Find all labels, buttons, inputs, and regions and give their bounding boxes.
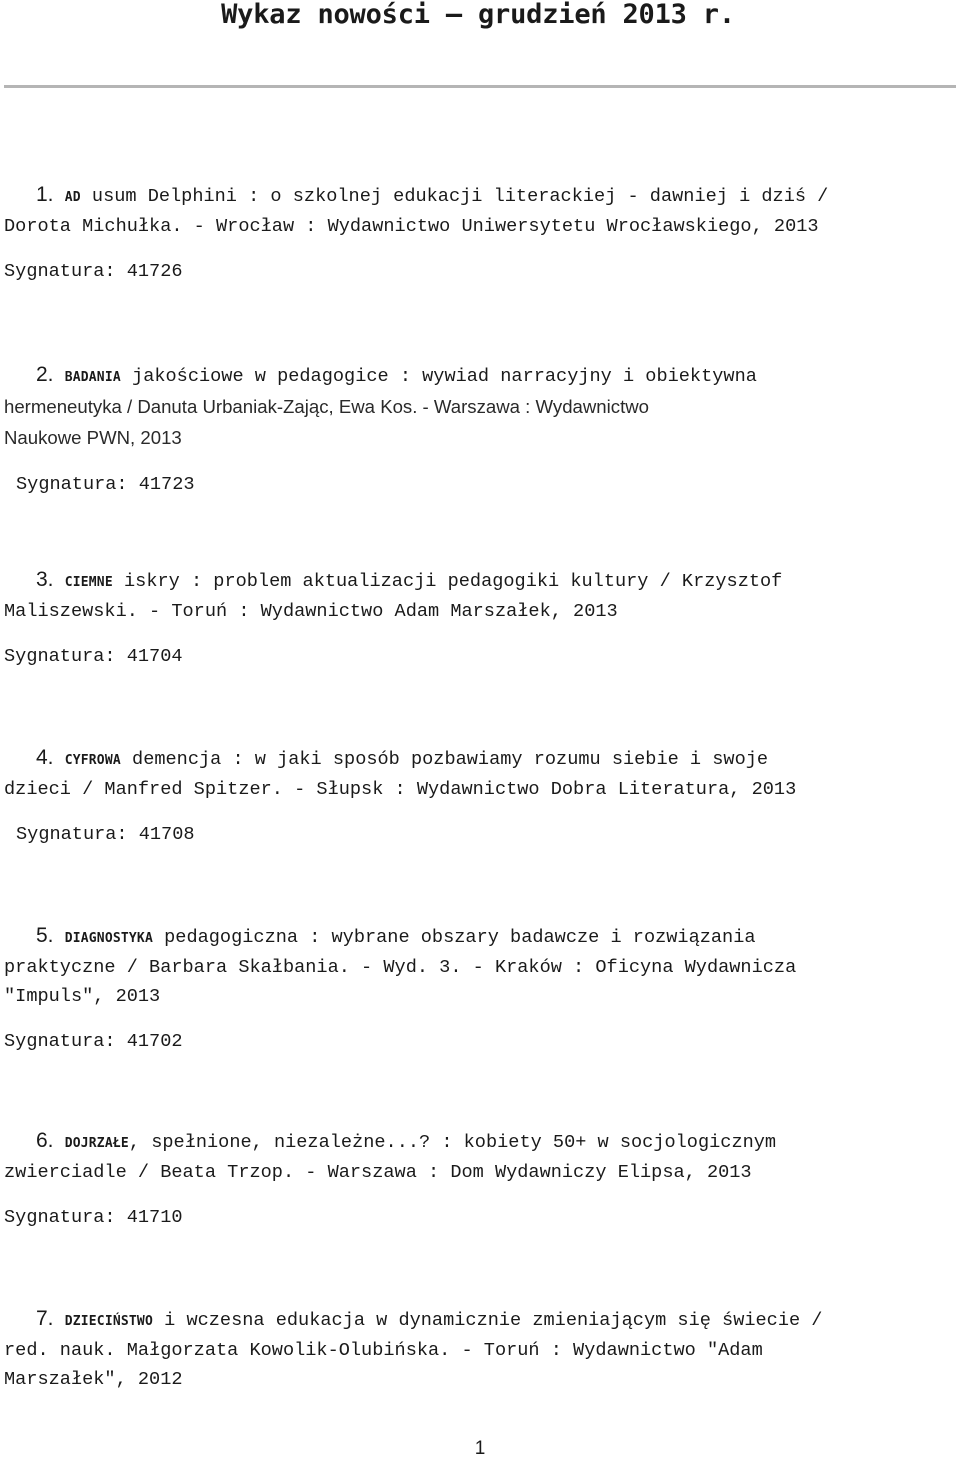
entry-signature: Sygnatura: 41710 <box>4 1207 183 1228</box>
list-item <box>4 180 954 283</box>
entry-number: 6. <box>36 1129 54 1152</box>
entry-description <box>4 743 954 804</box>
entry-heading: AD <box>64 190 81 205</box>
entry-heading: DZIECIŃSTWO <box>64 1314 153 1329</box>
entry-line-3: "Impuls", 2013 <box>4 986 161 1007</box>
page-title: Wykaz nowości – grudzień 2013 r. <box>221 0 735 30</box>
entry-line-3: Marszałek", 2012 <box>4 1369 183 1390</box>
entry-number: 3. <box>36 568 54 591</box>
entry-number: 2. <box>36 363 54 386</box>
entry-line-2: hermeneutyka / Danuta Urbaniak-Zając, Ewa Kos. - Warszawa : Wydawnictwo <box>4 396 650 417</box>
entry-title-rest: jakościowe w pedagogice : wywiad narracyjny i obiektywna <box>120 366 757 387</box>
list-item <box>4 743 954 846</box>
entry-heading: DOJRZAŁE <box>64 1136 129 1151</box>
entry-title-rest: usum Delphini : o szkolnej edukacji literackiej - dawniej i dziś / <box>80 186 829 207</box>
entry-description <box>4 565 954 626</box>
list-item <box>4 1126 954 1229</box>
entry-title-rest: iskry : problem aktualizacji pedagogiki kultury / Krzysztof <box>112 571 783 592</box>
entry-title-rest: , spełnione, niezależne...? : kobiety 50+ w socjologicznym <box>128 1132 777 1153</box>
entry-line-2: Maliszewski. - Toruń : Wydawnictwo Adam Marszałek, 2013 <box>4 601 618 622</box>
list-item <box>4 565 954 668</box>
entry-line-2: Dorota Michułka. - Wrocław : Wydawnictwo Uniwersytetu Wrocławskiego, 2013 <box>4 216 819 237</box>
list-item <box>4 1304 954 1394</box>
entry-line-2: red. nauk. Małgorzata Kowolik-Olubińska. - Toruń : Wydawnictwo "Adam <box>4 1340 763 1361</box>
entry-number: 7. <box>36 1307 54 1330</box>
entry-signature: Sygnatura: 41704 <box>4 646 183 667</box>
entry-line-2: zwierciadle / Beata Trzop. - Warszawa : Dom Wydawniczy Elipsa, 2013 <box>4 1162 752 1183</box>
entry-description <box>4 360 954 454</box>
entry-number: 1. <box>36 183 54 206</box>
entry-heading: DIAGNOSTYKA <box>64 931 153 946</box>
title-divider <box>4 85 956 88</box>
entry-number: 4. <box>36 746 54 769</box>
entry-line-2: dzieci / Manfred Spitzer. - Słupsk : Wydawnictwo Dobra Literatura, 2013 <box>4 779 797 800</box>
entry-description <box>4 1304 954 1394</box>
entry-signature: Sygnatura: 41702 <box>4 1031 183 1052</box>
entry-description <box>4 180 954 241</box>
list-item <box>4 921 954 1053</box>
entry-signature: Sygnatura: 41708 <box>16 824 195 845</box>
entry-description <box>4 1126 954 1187</box>
entry-line-3: Naukowe PWN, 2013 <box>4 427 182 448</box>
entry-heading: CYFROWA <box>64 753 121 768</box>
entry-signature: Sygnatura: 41726 <box>4 261 183 282</box>
entry-title-rest: demencja : w jaki sposób pozbawiamy rozumu siebie i swoje <box>120 749 769 770</box>
entry-heading: CIEMNE <box>64 575 113 590</box>
list-item <box>4 360 954 496</box>
entry-title-rest: i wczesna edukacja w dynamicznie zmieniającym się świecie / <box>152 1310 823 1331</box>
entry-title-rest: pedagogiczna : wybrane obszary badawcze i rozwiązania <box>152 927 756 948</box>
entry-number: 5. <box>36 924 54 947</box>
entry-line-2: praktyczne / Barbara Skałbania. - Wyd. 3. - Kraków : Oficyna Wydawnicza <box>4 957 797 978</box>
entry-heading: BADANIA <box>64 370 121 385</box>
page-number: 1 <box>474 1438 486 1459</box>
entry-signature: Sygnatura: 41723 <box>16 474 195 495</box>
entry-description <box>4 921 954 1011</box>
